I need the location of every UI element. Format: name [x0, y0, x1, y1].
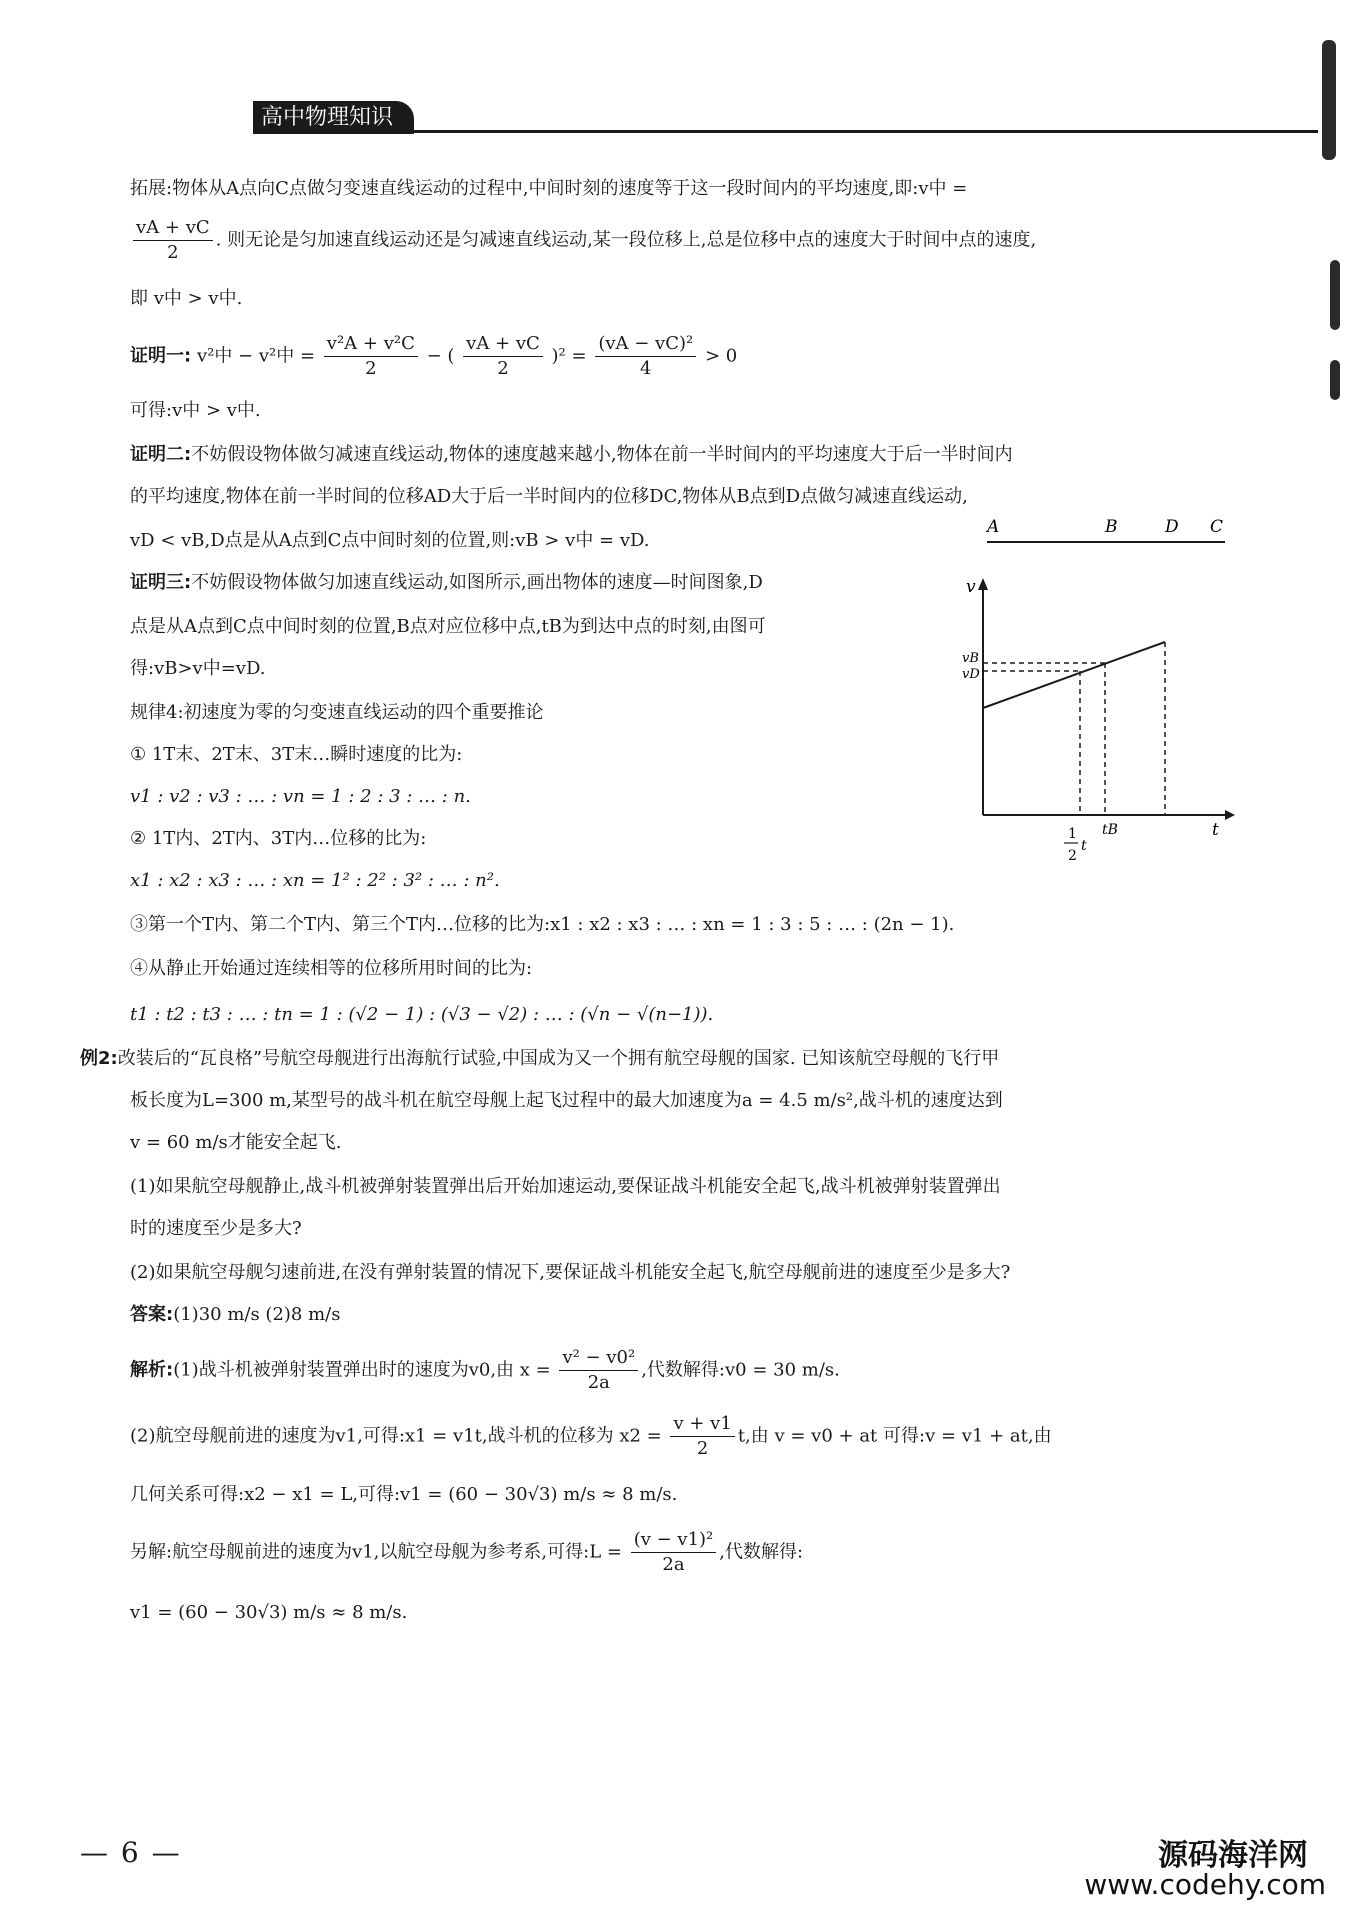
proof-three: 证明三:不妨假设物体做匀加速直线运动,如图所示,画出物体的速度—时间图象,D — [130, 572, 763, 593]
text-line: 可得:v中 > v中. — [130, 400, 261, 421]
point-a-label: A — [987, 517, 1000, 537]
solution-2: (2)航空母舰前进的速度为v1,可得:x1 = v1t,战斗机的位移为 x2 = $\frac{v + v1}{2}$ t,由 v = v0 + at 可得:v = v1 + at,由 — [130, 1413, 1052, 1459]
proof-one: 证明一: v²中 − v²中 = $\frac{\text{v²A + v²C}}{2}$ − ( $\frac{vA + vC}{2}$ )² = $\frac{\text{(vA − vC)²}}{4}$ > 0 — [130, 333, 738, 379]
point-d-label: D — [1165, 517, 1179, 537]
text-line: 拓展:物体从A点向C点做匀变速直线运动的过程中,中间时刻的速度等于这一段时间内的平均速度,即:v中 = — [130, 178, 968, 199]
text-line: 时的速度至少是多大? — [130, 1218, 302, 1239]
fraction: $\frac{\text{v² − v0²}}{2a}$ — [559, 1346, 638, 1395]
text-line: v1 = (60 − 30√3) m/s ≈ 8 m/s. — [130, 1602, 408, 1623]
fraction: $\frac{vA + vC}{2}$ — [133, 216, 213, 265]
formula-line: t1 : t2 : t3 : … : tn = 1 : (√2 − 1) : (√3 − √2) : … : (√n − √(n−1)). — [130, 1004, 714, 1025]
header-rule — [253, 130, 1318, 133]
text-line: $\frac{vA + vC}{2}$ . 则无论是匀加速直线运动还是匀减速直线运动,某一段位移上,总是位移中点的速度大于时间中点的速度, — [130, 216, 1036, 265]
edge-mark — [1330, 260, 1340, 330]
half-t-num: 1 — [1068, 826, 1077, 842]
text-line: ① 1T末、2T末、3T末…瞬时速度的比为: — [130, 744, 463, 765]
edge-mark — [1322, 40, 1336, 160]
page-number: — 6 — — [80, 1836, 182, 1869]
text-line: v = 60 m/s才能安全起飞. — [130, 1132, 342, 1153]
example-line: 例2:改装后的“瓦良格”号航空母舰进行出海航行试验,中国成为又一个拥有航空母舰的国家. 已知该航空母舰的飞行甲 — [80, 1048, 1000, 1069]
edge-mark — [1330, 360, 1340, 400]
point-b-label: B — [1105, 517, 1118, 537]
vb-label: vB — [962, 651, 979, 666]
fraction: $\frac{\text{(v − v1)²}}{2a}$ — [631, 1528, 717, 1577]
fraction: $\frac{vA + vC}{2}$ — [463, 332, 543, 381]
text-line: 几何关系可得:x2 − x1 = L,可得:v1 = (60 − 30√3) m/s ≈ 8 m/s. — [130, 1484, 678, 1505]
header-title: 高中物理知识 — [253, 101, 414, 134]
fraction: $\frac{\text{v²A + v²C}}{2}$ — [324, 332, 418, 381]
vd-label: vD — [962, 667, 980, 682]
text-line: 板长度为L=300 m,某型号的战斗机在航空母舰上起飞过程中的最大加速度为a = 4.5 m/s²,战斗机的速度达到 — [130, 1090, 1003, 1111]
half-t-den: 2 — [1068, 848, 1077, 864]
answer-line: 答案:(1)30 m/s (2)8 m/s — [130, 1304, 341, 1325]
text-line: ② 1T内、2T内、3T内…位移的比为: — [130, 828, 427, 849]
watermark-name: 源码海洋网 — [1158, 1838, 1308, 1873]
fraction: $\frac{\text{(vA − vC)²}}{4}$ — [595, 332, 696, 381]
vt-graph — [950, 570, 1240, 870]
abdc-line-diagram — [975, 512, 1235, 552]
x-axis-label: t — [1212, 820, 1219, 840]
formula-line: v1 : v2 : v3 : … : vn = 1 : 2 : 3 : … : n. — [130, 786, 471, 807]
solution-1: 解析:(1)战斗机被弹射装置弹出时的速度为v0,由 x = $\frac{\text{v² − v0²}}{2a}$ ,代数解得:v0 = 30 m/s. — [130, 1347, 840, 1393]
watermark-url: www.codehy.com — [1084, 1868, 1326, 1901]
formula-line: x1 : x2 : x3 : … : xn = 1² : 2² : 3² : … : n². — [130, 870, 500, 891]
text-line: vD < vB,D点是从A点到C点中间时刻的位置,则:vB > v中 = vD. — [130, 530, 650, 551]
point-c-label: C — [1210, 517, 1224, 537]
text-line: 得:vB>v中=vD. — [130, 658, 266, 679]
alt-solution: 另解:航空母舰前进的速度为v1,以航空母舰为参考系,可得:L = $\frac{\text{(v − v1)²}}{2a}$ ,代数解得: — [130, 1529, 804, 1575]
text-line: 即 v中 > v中. — [130, 288, 243, 309]
text-line: 规律4:初速度为零的匀变速直线运动的四个重要推论 — [130, 702, 544, 723]
y-axis-label: v — [966, 577, 976, 597]
question-2: (2)如果航空母舰匀速前进,在没有弹射装置的情况下,要保证战斗机能安全起飞,航空母舰前进的速度至少是多大? — [130, 1262, 1011, 1283]
fraction: $\frac{v + v1}{2}$ — [670, 1412, 734, 1461]
text-line: 点是从A点到C点中间时刻的位置,B点对应位移中点,tB为到达中点的时刻,由图可 — [130, 616, 766, 637]
tb-label: tB — [1102, 822, 1118, 838]
question-1: (1)如果航空母舰静止,战斗机被弹射装置弹出后开始加速运动,要保证战斗机能安全起飞,战斗机被弹射装置弹出 — [130, 1176, 1001, 1197]
text-line: ④从静止开始通过连续相等的位移所用时间的比为: — [130, 958, 533, 979]
half-t-var: t — [1081, 838, 1087, 854]
proof-two: 证明二:不妨假设物体做匀减速直线运动,物体的速度越来越小,物体在前一半时间内的平均速度大于后一半时间内 — [130, 444, 1013, 465]
text-line: ③第一个T内、第二个T内、第三个T内…位移的比为:x1 : x2 : x3 : … : xn = 1 : 3 : 5 : … : (2n − 1). — [130, 914, 955, 935]
text-line: 的平均速度,物体在前一半时间的位移AD大于后一半时间内的位移DC,物体从B点到D点做匀减速直线运动, — [130, 486, 968, 507]
